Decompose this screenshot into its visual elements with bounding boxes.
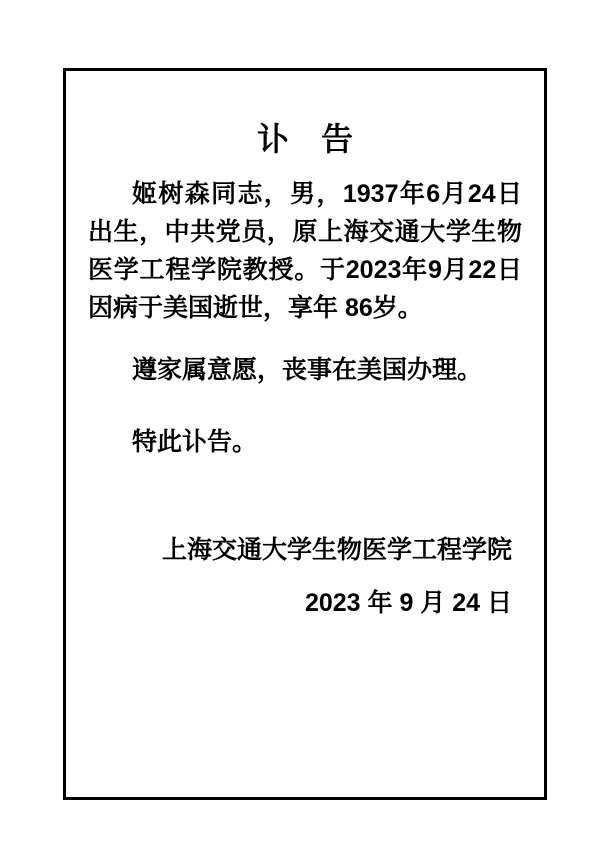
signature-date: 2023 年 9 月 24 日 [304,589,512,617]
obituary-border-frame [63,68,547,800]
obituary-title: 讣 告 [256,121,353,157]
signature-organization: 上海交通大学生物医学工程学院 [161,536,512,564]
obituary-arrangement-paragraph: 遵家属意愿，丧事在美国办理。 [132,356,483,384]
obituary-main-paragraph: 姬树森同志，男，1937年6月24日出生，中共党员，原上海交通大学生物医学工程学院教授。于2023年9月22日因病于美国逝世，享年 86岁。 [88,180,522,322]
obituary-closing-paragraph: 特此讣告。 [132,428,258,456]
signature-block [88,531,522,622]
